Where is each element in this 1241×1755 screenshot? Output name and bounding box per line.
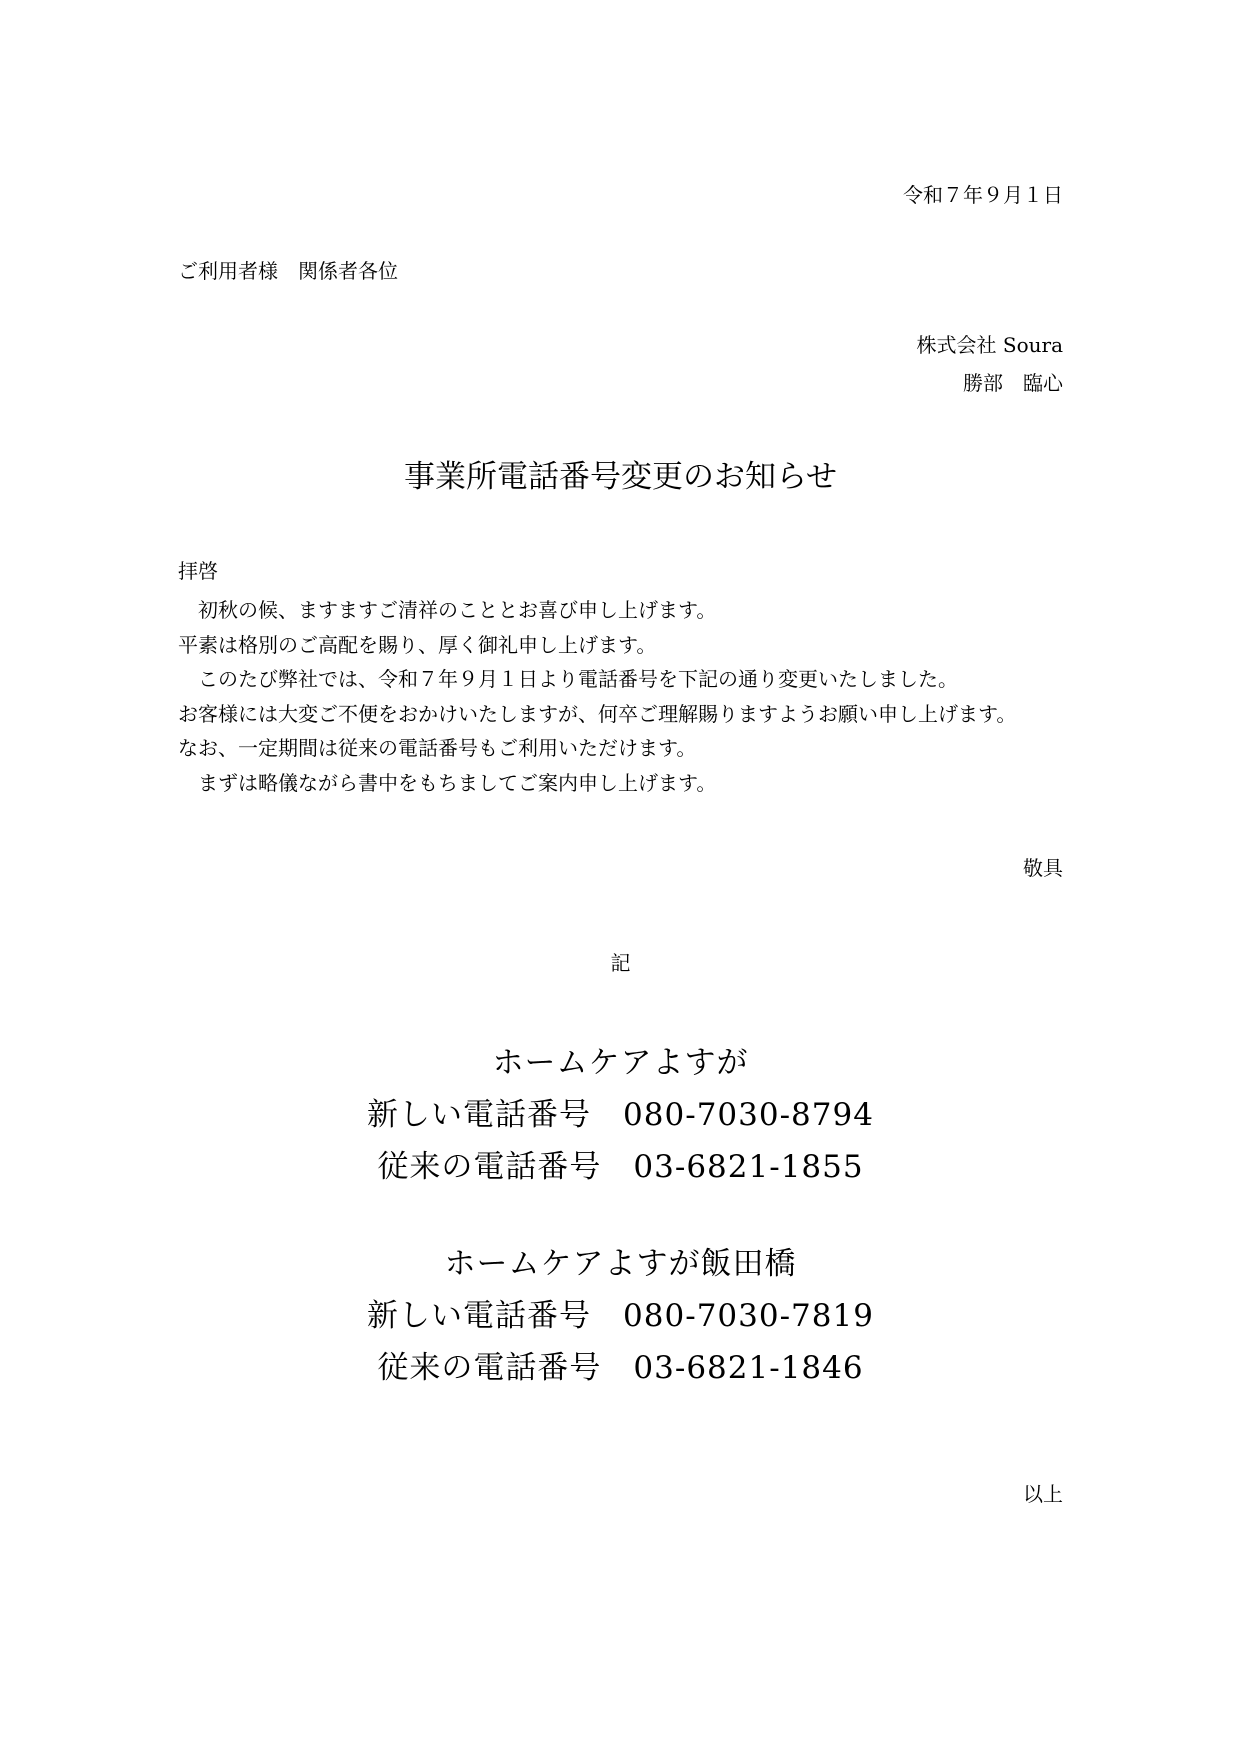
- body-line: なお、一定期間は従来の電話番号もご利用いただけます。: [178, 736, 697, 760]
- new-phone-label: 新しい電話番号: [367, 1298, 592, 1334]
- notes-heading: 記: [610, 951, 631, 975]
- new-phone-number: 080-7030-7819: [623, 1298, 874, 1334]
- letter-date: 令和７年９月１日: [903, 183, 1063, 207]
- old-phone-label: 従来の電話番号: [377, 1350, 602, 1386]
- old-phone-number: 03-6821-1855: [633, 1149, 864, 1185]
- new-phone-row: [0, 1297, 1241, 1335]
- body-line: まずは略儀ながら書中をもちましてご案内申し上げます。: [198, 770, 717, 795]
- old-phone-row: [0, 1349, 1241, 1387]
- sender-company: 株式会社 Soura: [916, 333, 1063, 357]
- old-phone-row: [0, 1148, 1241, 1186]
- body-line: お客様には大変ご不便をおかけいたしますが、何卒ご理解賜りますようお願い申し上げます。: [178, 701, 1017, 726]
- office-name: ホームケアよすが: [492, 1045, 749, 1081]
- new-phone-number: 080-7030-8794: [623, 1097, 874, 1133]
- body-line: このたび弊社では、令和７年９月１日より電話番号を下記の通り変更いたしました。: [198, 667, 958, 691]
- new-phone-row: [0, 1096, 1241, 1134]
- body-line: 平素は格別のご高配を賜り、厚く御礼申し上げます。: [178, 632, 657, 657]
- old-phone-number: 03-6821-1846: [633, 1350, 864, 1386]
- office-name: ホームケアよすが飯田橋: [444, 1246, 797, 1282]
- recipients: ご利用者様 関係者各位: [178, 259, 398, 283]
- body-line: 初秋の候、ますますご清祥のこととお喜び申し上げます。: [198, 598, 717, 622]
- old-phone-label: 従来の電話番号: [377, 1149, 602, 1185]
- new-phone-label: 新しい電話番号: [367, 1097, 592, 1133]
- document-title: 事業所電話番号変更のお知らせ: [403, 459, 838, 495]
- salutation-opening: 拝啓: [178, 559, 218, 583]
- sender-name: 勝部 臨心: [963, 371, 1063, 395]
- end-mark: 以上: [1023, 1482, 1063, 1506]
- salutation-closing: 敬具: [1023, 856, 1063, 880]
- letter-body: [178, 593, 1066, 800]
